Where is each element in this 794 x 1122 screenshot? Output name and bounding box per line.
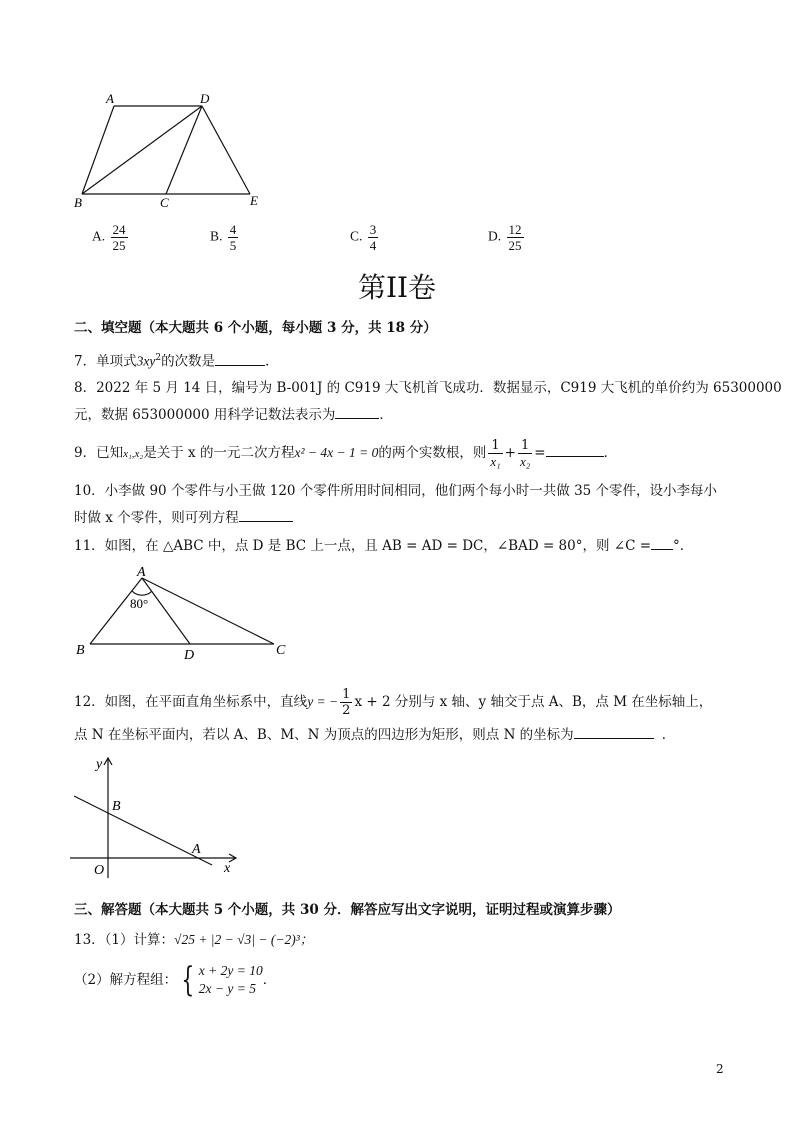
section3-header: 三、解答题（本大题共 5 个小题，共 30 分．解答应写出文字说明，证明过程或演算步骤） — [74, 902, 621, 918]
fig3-label-b: B — [112, 799, 121, 814]
option-a-fraction: $\frac{24}{25}$ — [112, 222, 126, 253]
figure-coordinate-plane — [68, 752, 248, 882]
fig2-label-b: B — [76, 643, 85, 658]
answer-blank-12[interactable] — [574, 726, 654, 739]
option-b[interactable]: B. $\frac{4}{5}$ — [210, 222, 237, 253]
fig1-label-c: C — [160, 195, 169, 210]
answer-blank-7[interactable] — [215, 353, 265, 366]
page-number: 2 — [716, 1062, 724, 1076]
question-13-part2: （2）解方程组： { x + 2y = 10 2x − y = 5 ． — [74, 960, 277, 1000]
option-c-fraction: $\frac{3}{4}$ — [369, 222, 377, 253]
question-10-line2: 时做 x 个零件，则可列方程 — [74, 508, 293, 528]
fig3-label-a: A — [192, 842, 201, 857]
equation-system: x + 2y = 10 2x − y = 5 — [198, 963, 263, 996]
figure-triangle — [70, 562, 300, 662]
figure-trapezoid — [70, 92, 270, 212]
fig3-label-y: y — [96, 757, 103, 772]
question-11: 11．如图，在 △ABC 中，点 D 是 BC 上一点，且 AB = AD = DC，∠BAD = 80°，则 ∠C = °． — [74, 538, 694, 554]
option-b-fraction: $\frac{4}{5}$ — [229, 222, 237, 253]
option-d-fraction: $\frac{12}{25}$ — [508, 222, 522, 253]
question-12-line2: 点 N 在坐标平面内，若以 A、B、M、N 为顶点的四边形为矩形，则点 N 的坐标为 ． — [74, 727, 676, 743]
question-9: 9．已知x₁,x₂是关于 x 的一元二次方程x² − 4x − 1 = 0的两个实数根，则 $\frac{1}{\text{x₁}}$ + $\frac{1}{\text{x₂}}$ = ． — [74, 438, 618, 469]
question-12-line1: 12．如图，在平面直角坐标系中，直线y = − $\frac{1}{2}$ x + 2 分别与 x 轴、y 轴交于点 A、B，点 M 在坐标轴上， — [74, 687, 713, 718]
question-8-line2: 元，数据 653000000 用科学记数法表示为 ． — [74, 407, 393, 423]
volume-title: 第II卷 — [357, 271, 437, 304]
question-7: 7．单项式$3xy^2$的次数是 ． — [74, 353, 279, 370]
option-a[interactable]: A. $\frac{24}{25}$ — [92, 222, 126, 253]
fig1-label-e: E — [250, 193, 258, 208]
question-10-line1: 10．小李做 90 个零件与小王做 120 个零件所用时间相同，他们两个每小时一共做 35 个零件，设小李每小 — [74, 483, 718, 499]
fig2-label-a: A — [137, 565, 146, 580]
section2-header: 二、填空题（本大题共 6 个小题，每小题 3 分，共 18 分） — [74, 320, 437, 336]
fig1-label-a: A — [106, 92, 114, 106]
option-c[interactable]: C. $\frac{3}{4}$ — [350, 222, 377, 253]
fig3-label-x: x — [224, 861, 231, 876]
fig2-angle: 80° — [130, 596, 149, 611]
option-d[interactable]: D. $\frac{12}{25}$ — [488, 222, 522, 253]
question-13-part1: 13．（1）计算：√25 + |2 − √3| − (−2)³； — [74, 932, 314, 948]
fig2-label-d: D — [184, 648, 195, 662]
answer-blank-8[interactable] — [335, 406, 379, 419]
answer-blank-11[interactable] — [651, 537, 673, 550]
fig1-label-d: D — [200, 92, 210, 106]
fig2-label-c: C — [276, 643, 286, 658]
fig1-label-b: B — [74, 195, 82, 210]
answer-blank-9[interactable] — [546, 444, 604, 457]
question-8-line1: 8．2022 年 5 月 14 日，编号为 B-001J 的 C919 大飞机首飞成功．数据显示，C919 大飞机的单价约为 65300000 — [74, 380, 782, 396]
answer-blank-10[interactable] — [239, 509, 293, 522]
system-brace: { — [181, 960, 195, 1000]
fig3-label-o: O — [94, 863, 105, 878]
